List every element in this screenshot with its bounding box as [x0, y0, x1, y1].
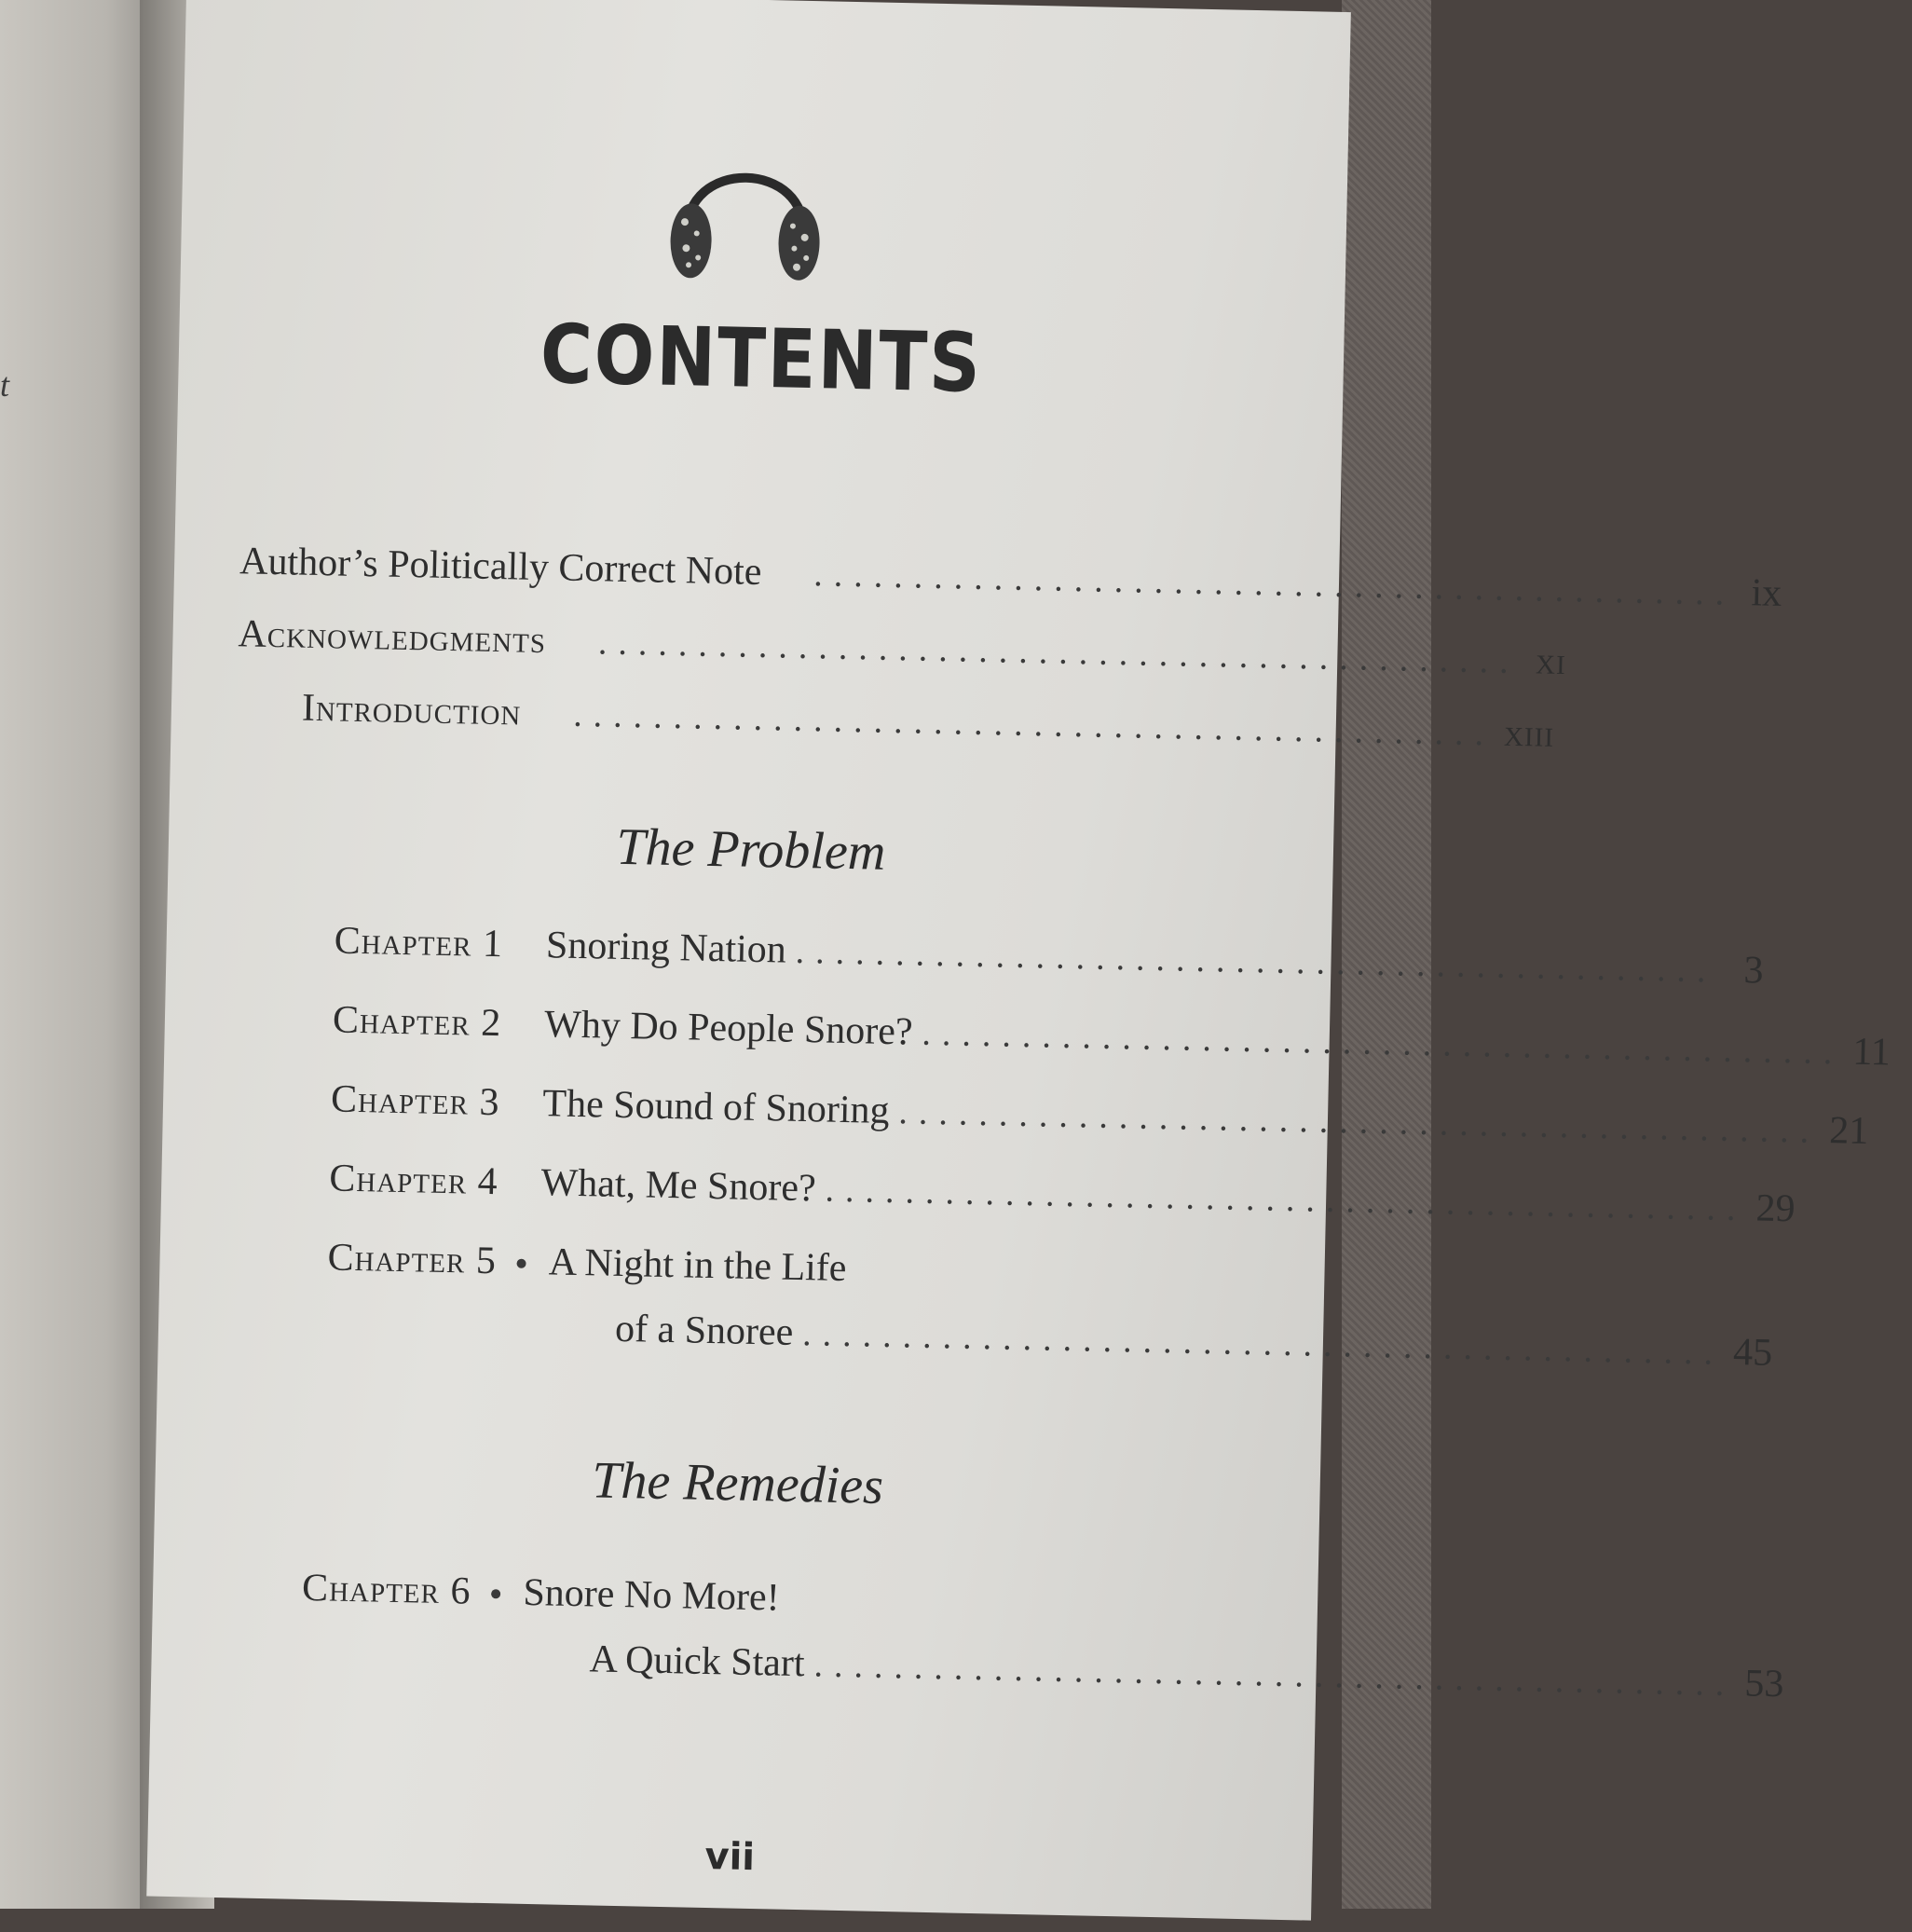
bullet-icon	[491, 1589, 500, 1598]
toc-entry-chapter	[332, 997, 1143, 1059]
chapter-title: What, Me Snore?	[540, 1160, 816, 1211]
leader-dots: ..............................................	[573, 694, 1495, 755]
contents-page	[146, 0, 1351, 1921]
chapter-label: Chapter 4	[329, 1156, 498, 1204]
leader-dots: ..............................................	[813, 554, 1736, 614]
chapter-label: Chapter 1	[334, 918, 503, 966]
toc-entry-author-note	[239, 539, 1154, 603]
page-title: CONTENTS	[178, 298, 1345, 418]
chapter-title: Why Do People Snore?	[544, 1002, 913, 1054]
entry-page: ix	[1744, 570, 1782, 616]
entry-page: xi	[1528, 638, 1566, 684]
entry-label: Acknowledgments	[238, 611, 546, 663]
chapter-page: 11	[1852, 1030, 1891, 1076]
chapter-page: 21	[1829, 1108, 1867, 1154]
part-title: The Problem	[168, 808, 1333, 892]
chapter-label: Chapter 6	[302, 1566, 471, 1614]
leader-dots: ..............................................	[795, 931, 1717, 992]
entry-label: Author’s Politically Correct Note	[239, 539, 762, 595]
chapter-label: Chapter 5	[327, 1235, 497, 1283]
chapter-page: 45	[1733, 1330, 1771, 1376]
leader-dots: ..............................................	[802, 1313, 1725, 1374]
toc-entry-acknowledgments	[238, 611, 1152, 676]
toc-entry-chapter-continued	[589, 1637, 1130, 1692]
chapter-title: A Night in the Life	[548, 1240, 847, 1291]
leader-dots: ..............................................	[825, 1170, 1747, 1230]
toc-entry-chapter	[334, 918, 1145, 980]
chapter-title: The Sound of Snoring	[542, 1081, 890, 1133]
chapter-page: 29	[1755, 1185, 1794, 1231]
toc-entry-chapter-continued	[615, 1307, 1138, 1363]
chapter-title-line2: of a Snoree	[615, 1307, 794, 1355]
page-number: vii	[147, 1823, 1313, 1890]
toc-entry-introduction	[301, 686, 1150, 748]
chapter-title: Snoring Nation	[546, 923, 787, 972]
toc-entry-chapter	[329, 1156, 1140, 1217]
chapter-page: 53	[1744, 1661, 1782, 1706]
chapter-title: Snore No More!	[523, 1570, 780, 1621]
chapter-page: 3	[1726, 948, 1764, 993]
leader-dots: ..............................................	[922, 1013, 1844, 1074]
toc-entry-chapter	[327, 1235, 1139, 1296]
toc-entry-chapter	[302, 1566, 1132, 1628]
headphones-icon	[661, 147, 831, 291]
leader-dots: ..............................................	[898, 1091, 1821, 1152]
leader-dots: ..............................................	[813, 1644, 1736, 1705]
bullet-icon	[517, 1259, 526, 1268]
leader-dots: ..............................................	[598, 622, 1521, 682]
part-title: The Remedies	[155, 1442, 1320, 1526]
chapter-label: Chapter 2	[332, 997, 501, 1046]
chapter-label: Chapter 3	[331, 1076, 500, 1125]
chapter-title-line2: A Quick Start	[589, 1637, 805, 1686]
facing-page-letter: t	[0, 365, 9, 404]
entry-label: Introduction	[301, 686, 521, 735]
toc-entry-chapter	[331, 1076, 1142, 1138]
entry-page: xiii	[1504, 711, 1542, 757]
